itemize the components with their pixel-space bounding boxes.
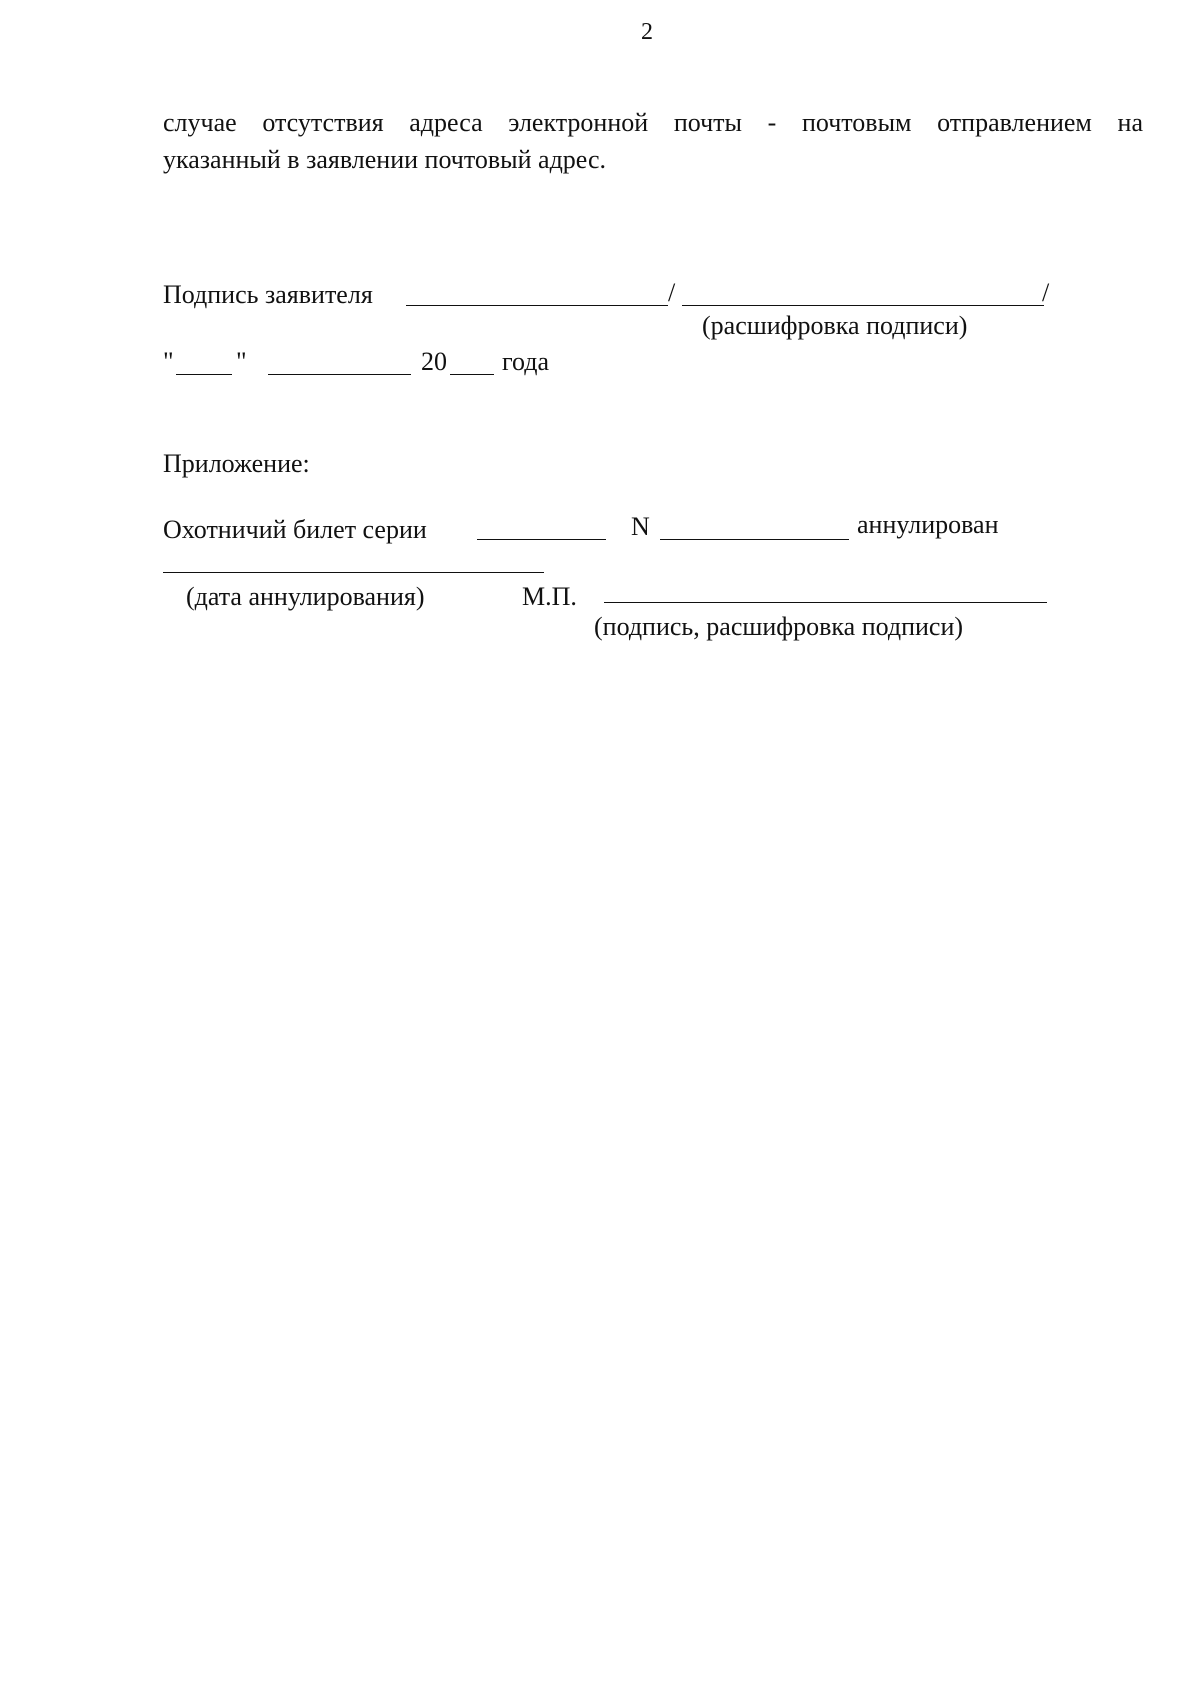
day-blank[interactable] bbox=[176, 374, 232, 375]
signature-caption: (расшифровка подписи) bbox=[702, 311, 968, 340]
ticket-number-label: N bbox=[631, 512, 650, 541]
month-blank[interactable] bbox=[268, 374, 411, 375]
annulment-date-caption: (дата аннулирования) bbox=[186, 582, 425, 611]
body-paragraph bbox=[163, 104, 1143, 178]
official-signature-blank[interactable] bbox=[604, 602, 1047, 603]
date-quote-open: " bbox=[163, 347, 174, 376]
paragraph-line-1: случае отсутствия адреса электронной почты - почтовым отправлением на bbox=[163, 108, 1143, 137]
signature-blank[interactable] bbox=[406, 305, 668, 306]
stamp-label: М.П. bbox=[522, 582, 577, 611]
signature-label: Подпись заявителя bbox=[163, 280, 373, 309]
year-blank[interactable] bbox=[450, 374, 494, 375]
annulled-label: аннулирован bbox=[857, 510, 999, 539]
attachment-heading: Приложение: bbox=[163, 449, 310, 478]
signature-decoding-blank[interactable] bbox=[682, 305, 1044, 306]
signature-slash-end: / bbox=[1042, 278, 1050, 307]
number-blank[interactable] bbox=[660, 539, 849, 540]
page-number: 2 bbox=[641, 19, 653, 45]
year-suffix: года bbox=[502, 347, 550, 376]
series-blank[interactable] bbox=[477, 539, 606, 540]
date-quote-close: " bbox=[236, 347, 247, 376]
year-prefix: 20 bbox=[421, 347, 447, 376]
signature-slash-mid: / bbox=[668, 278, 676, 307]
official-signature-caption: (подпись, расшифровка подписи) bbox=[594, 612, 964, 641]
paragraph-line-2: указанный в заявлении почтовый адрес. bbox=[163, 145, 607, 174]
ticket-series-label: Охотничий билет серии bbox=[163, 515, 427, 544]
annulment-date-blank[interactable] bbox=[163, 572, 544, 573]
